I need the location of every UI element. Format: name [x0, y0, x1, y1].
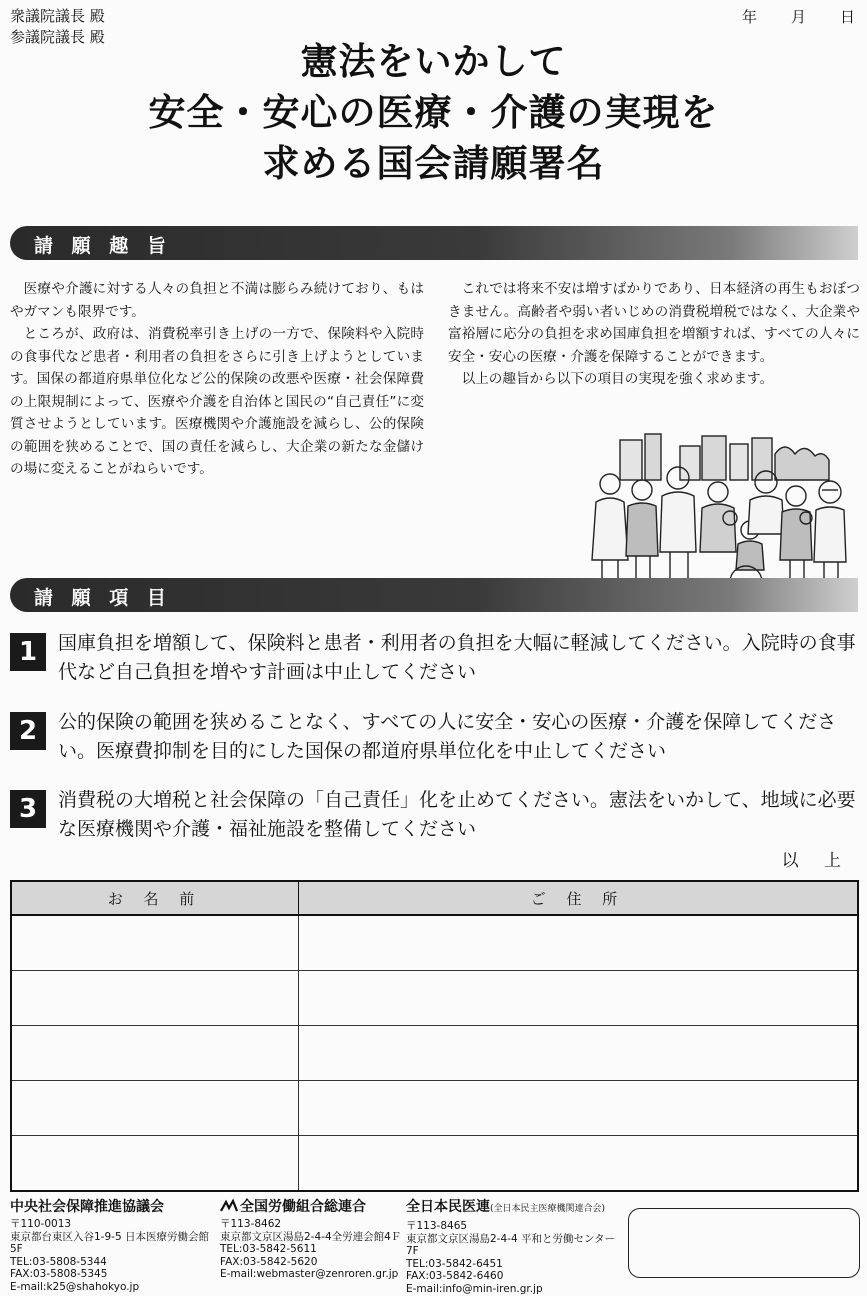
org-subname: (全日本民主医療機関連合会) — [490, 1204, 606, 1214]
org-tel: TEL:03-5808-5344 — [10, 1255, 107, 1268]
address-cell[interactable] — [299, 1026, 859, 1081]
purpose-paragraph: これでは将来不安は増すばかりであり、日本経済の再生もおぼつきません。高齢者や弱い者いじめの消費税増税ではなく、大企業や富裕層に応分の負担を求め国庫負担を増額すれば、すべての人々に安全・安心の医療・介護を保障することができます。 — [448, 281, 860, 365]
table-row — [11, 1136, 858, 1192]
name-cell[interactable] — [11, 971, 299, 1026]
purpose-right-column — [448, 278, 860, 391]
purpose-paragraph: 医療や介護に対する人々の負担と不満は膨らみ続けており、もはやガマンも限界です。 — [10, 281, 424, 320]
org-postal: 〒113-8465 — [406, 1220, 468, 1232]
org-fax: FAX:03-5842-6460 — [406, 1270, 504, 1283]
purpose-heading: 請 願 趣 旨 — [34, 235, 172, 257]
item-text: 国庫負担を増額して、保険料と患者・利用者の負担を大幅に軽減してください。入院時の食事代など自己負担を増やす計画は中止してください — [58, 632, 856, 683]
title-line-3: 求める国会請願署名 — [262, 142, 605, 185]
org-name: 中央社会保障推進協議会 — [10, 1199, 164, 1215]
org-email: E-mail:k25@shahokyo.jp — [10, 1280, 140, 1293]
name-cell[interactable] — [11, 1026, 299, 1081]
org-shahokyo — [10, 1198, 220, 1294]
org-address: 東京都文京区湯島2-4-4 平和と労働センター7F — [406, 1232, 616, 1258]
signature-table — [10, 880, 859, 1192]
date-year-label: 年 — [741, 8, 757, 26]
address-cell[interactable] — [299, 915, 859, 971]
table-row — [11, 1026, 858, 1081]
zenroren-logo-icon — [220, 1199, 238, 1213]
item-number-badge: 2 — [10, 712, 46, 750]
purpose-section-header — [10, 226, 858, 260]
purpose-left-column — [10, 278, 424, 481]
item-number-badge: 3 — [10, 790, 46, 828]
name-cell[interactable] — [11, 1136, 299, 1192]
page-title — [0, 36, 867, 189]
name-cell[interactable] — [11, 915, 299, 971]
address-cell[interactable] — [299, 1136, 859, 1192]
column-header-name: お 名 前 — [11, 881, 299, 915]
addressee-lower-house: 衆議院議長 殿 — [10, 7, 105, 25]
org-email: E-mail:webmaster@zenroren.gr.jp — [220, 1268, 399, 1281]
item-text: 公的保険の範囲を狭めることなく、すべての人に安全・安心の医療・介護を保障してください。医療費抑制を目的にした国保の都道府県単位化を中止してください — [58, 711, 837, 762]
org-name: 全日本民医連 — [406, 1199, 490, 1215]
org-fax: FAX:03-5842-5620 — [220, 1255, 318, 1268]
org-name-row — [220, 1198, 410, 1216]
date-month-label: 月 — [790, 8, 806, 26]
org-name: 全国労働組合総連合 — [240, 1199, 366, 1215]
org-fax: FAX:03-5808-5345 — [10, 1268, 108, 1281]
purpose-paragraph: 以上の趣旨から以下の項目の実現を強く求めます。 — [461, 371, 774, 387]
org-name-row — [406, 1198, 621, 1218]
address-cell[interactable] — [299, 1081, 859, 1136]
purpose-paragraph: ところが、政府は、消費税率引き上げの一方で、保険料や入院時の食事代など患者・利用者の負担をさらに引き上げようとしています。国保の都道府県単位化など公的保険の改悪や医療・社会保障費の上限規制によって、医療や介護を自治体と国民の“自己責任”に変質させようとしています。医療機関や介護施設を減らし、公的保険の範囲を狭めることで、国の責任を減らし、大企業の新たな金儲けの場に変えることがねらいです。 — [10, 326, 424, 477]
org-zenroren — [220, 1198, 410, 1281]
addressee-upper-house: 参議院議長 殿 — [10, 28, 105, 46]
collector-stamp-box[interactable] — [628, 1208, 860, 1278]
org-email: E-mail:info@min-iren.gr.jp — [406, 1282, 543, 1295]
name-cell[interactable] — [11, 1081, 299, 1136]
items-section-header — [10, 578, 858, 612]
closing-mark: 以 上 — [781, 851, 851, 871]
date-day-label: 日 — [839, 8, 855, 26]
address-cell[interactable] — [299, 971, 859, 1026]
title-line-2: 安全・安心の医療・介護の実現を — [148, 91, 719, 134]
table-row — [11, 1081, 858, 1136]
signature-table-header — [11, 881, 858, 915]
org-address: 東京都文京区湯島2-4-4全労連会館4Ｆ — [220, 1230, 402, 1243]
org-miniren — [406, 1198, 621, 1296]
org-postal: 〒113-8462 — [220, 1218, 282, 1230]
date-field — [742, 6, 855, 27]
column-header-address: ご 住 所 — [299, 881, 859, 915]
org-tel: TEL:03-5842-6451 — [406, 1257, 503, 1270]
item-text: 消費税の大増税と社会保障の「自己責任」化を止めてください。憲法をいかして、地域に必要な医療機関や介護・福祉施設を整備してください — [58, 789, 856, 840]
org-address: 東京都台東区入谷1-9-5 日本医療労働会館5F — [10, 1230, 209, 1256]
item-number-badge: 1 — [10, 633, 46, 671]
items-heading: 請 願 項 目 — [34, 587, 172, 609]
title-line-1: 憲法をいかして — [300, 40, 567, 83]
table-row — [11, 971, 858, 1026]
table-row — [11, 915, 858, 971]
org-tel: TEL:03-5842-5611 — [220, 1243, 317, 1256]
org-postal: 〒110-0013 — [10, 1218, 72, 1230]
